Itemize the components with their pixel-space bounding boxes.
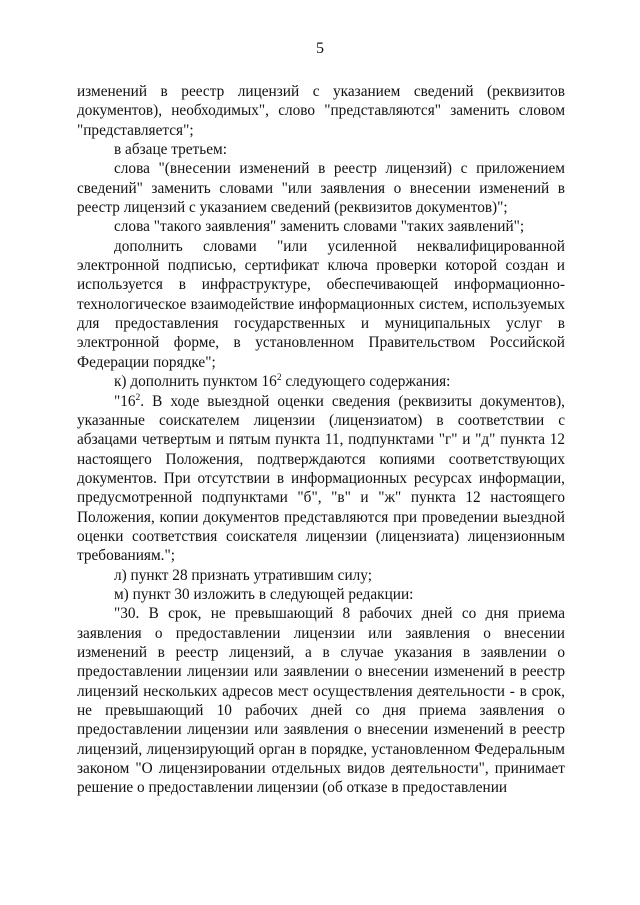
paragraph-text: следующего содержания:	[281, 373, 451, 391]
paragraph: л) пункт 28 признать утратившим силу;	[114, 566, 372, 584]
paragraph: м) пункт 30 изложить в следующей редакции:	[114, 585, 414, 603]
paragraph-text: "16	[114, 392, 136, 410]
paragraph: в абзаце третьем:	[114, 141, 227, 159]
paragraph	[77, 372, 565, 391]
document-body	[77, 82, 565, 798]
paragraph: "30. В срок, не превышающий 8 рабочих дней со дня приема заявления о предоставлении лицензии или заявления о внесении изменений в реестр лицензий, а в случае указания в заявлении о предоставлении лицензии или заявлении о внесении изменений в реестр лицензий нескольких адресов мест осуществления деятельности - в срок, не превышающий 10 рабочих дней со дня приема заявления о предоставлении лицензии или заявления о внесении изменений в реестр лицензий, лицензирующий орган в порядке, установленном Федеральным законом "О лицензировании отдельных видов деятельности", принимает решение о предоставлении лицензии (об отказе в предоставлении	[77, 605, 565, 797]
paragraph: дополнить словами "или усиленной неквалифицированной электронной подписью, сертификат ключа проверки которой создан и используется в инфраструктуре, обеспечивающей информационно-технологическое взаимодействие информационных систем, используемых для предоставления государственных и муниципальных услуг в электронной форме, в установленном Правительством Российской Федерации порядке";	[77, 237, 565, 371]
paragraph: изменений в реестр лицензий с указанием сведений (реквизитов документов), необходимых", слово "представляются" заменить словом "представляется";	[77, 83, 565, 139]
paragraph	[77, 392, 565, 566]
paragraph-text: к) дополнить пунктом 16	[114, 373, 277, 391]
superscript: 2	[276, 373, 282, 384]
paragraph-text: . В ходе выездной оценки сведения (реквизиты документов), указанные соискателем лицензии (лицензиатом) в соответствии с абзацами четвертым и пятым пункта 11, подпунктами "г" и "д" пункта 12 настоящего Положения, подтверждаются копиями соответствующих документов. При отсутствии в информационных ресурсах информации, предусмотренной подпунктами "б", "в" и "ж" пункта 12 настоящего Положения, копии документов представляются при проведении выездной оценки соответствия соискателя лицензии (лицензиата) лицензионным требованиям.";	[77, 392, 565, 565]
paragraph: слова "(внесении изменений в реестр лицензий) с приложением сведений" заменить словами "или заявления о внесении изменений в реестр лицензий с указанием сведений (реквизитов документов)";	[77, 160, 565, 217]
page-number: 5	[316, 40, 324, 57]
superscript: 2	[135, 392, 141, 403]
paragraph: слова "такого заявления" заменить словами "таких заявлений";	[114, 218, 525, 236]
